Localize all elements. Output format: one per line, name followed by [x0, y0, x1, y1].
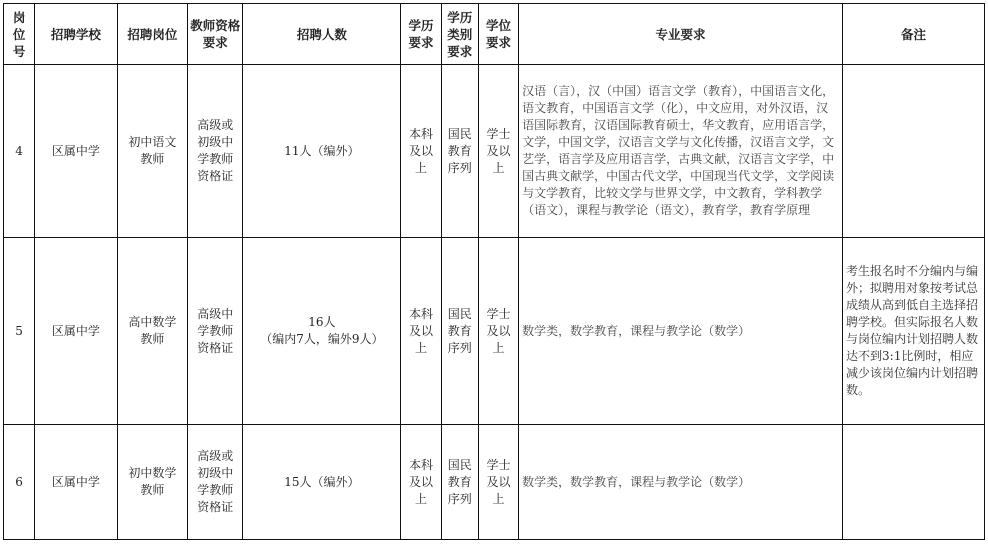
- table-row: [4, 425, 985, 540]
- cell-school: 区属中学: [35, 65, 118, 238]
- cell-edu-type: 国民 教育 序列: [441, 65, 478, 238]
- cell-degree: 学士 及以 上: [478, 425, 518, 540]
- header-teacher-cert: 教师资格要求: [188, 4, 243, 65]
- header-education: 学历要求: [401, 4, 441, 65]
- header-position: 招聘岗位: [117, 4, 187, 65]
- header-edu-type: 学历类别要求: [441, 4, 478, 65]
- header-degree: 学位要求: [478, 4, 518, 65]
- header-note: 备注: [843, 4, 985, 65]
- header-post-no: 岗位号: [4, 4, 35, 65]
- cell-major: 数学类，数学教育，课程与教学论（数学）: [519, 425, 843, 540]
- cell-teacher-cert: 高级或 初级中 学教师 资格证: [188, 65, 243, 238]
- cell-school: 区属中学: [35, 238, 118, 425]
- cell-edu-type: 国民 教育 序列: [441, 425, 478, 540]
- cell-position: 高中数学 教师: [117, 238, 187, 425]
- cell-degree: 学士 及以 上: [478, 65, 518, 238]
- header-row: [4, 4, 985, 65]
- cell-education: 本科 及以 上: [401, 65, 441, 238]
- cell-note: [843, 65, 985, 238]
- cell-teacher-cert: 高级中 学教师 资格证: [188, 238, 243, 425]
- cell-note: [843, 425, 985, 540]
- cell-major: 数学类，数学教育，课程与教学论（数学）: [519, 238, 843, 425]
- cell-note: 考生报名时不分编内与编外；拟聘用对象按考试总成绩从高到低自主选择招聘学校。但实际报名人数与岗位编内计划招聘人数达不到3:1比例时，相应减少该岗位编内计划招聘数。: [843, 238, 985, 425]
- header-count: 招聘人数: [243, 4, 401, 65]
- header-major: 专业要求: [519, 4, 843, 65]
- cell-count: 16人 （编内7人，编外9人）: [243, 238, 401, 425]
- cell-position: 初中数学 教师: [117, 425, 187, 540]
- cell-edu-type: 国民 教育 序列: [441, 238, 478, 425]
- table-row: [4, 65, 985, 238]
- cell-teacher-cert: 高级或 初级中 学教师 资格证: [188, 425, 243, 540]
- cell-education: 本科 及以 上: [401, 425, 441, 540]
- cell-post-no: 4: [4, 65, 35, 238]
- cell-school: 区属中学: [35, 425, 118, 540]
- cell-post-no: 6: [4, 425, 35, 540]
- cell-degree: 学士 及以 上: [478, 238, 518, 425]
- cell-count: 11人（编外）: [243, 65, 401, 238]
- table-row: [4, 238, 985, 425]
- cell-count: 15人（编外）: [243, 425, 401, 540]
- header-school: 招聘学校: [35, 4, 118, 65]
- cell-major: 汉语（言），汉（中国）语言文学（教育），中国语言文化，语文教育，中国语言文学（化），中文应用，对外汉语，汉语国际教育，汉语国际教育硕士，华文教育，应用语言学，文学，中国文学，汉语言文学与文化传播，汉语言文学，文艺学，语言学及应用语言学，古典文献，汉语言文字学，中国古典文献学，中国古代文学，中国现当代文学，文学阅读与文学教育，比较文学与世界文学，中文教育，学科教学（语文），课程与教学论（语文），教育学，教育学原理: [519, 65, 843, 238]
- cell-position: 初中语文 教师: [117, 65, 187, 238]
- cell-post-no: 5: [4, 238, 35, 425]
- recruitment-table: [3, 3, 985, 540]
- cell-education: 本科 及以 上: [401, 238, 441, 425]
